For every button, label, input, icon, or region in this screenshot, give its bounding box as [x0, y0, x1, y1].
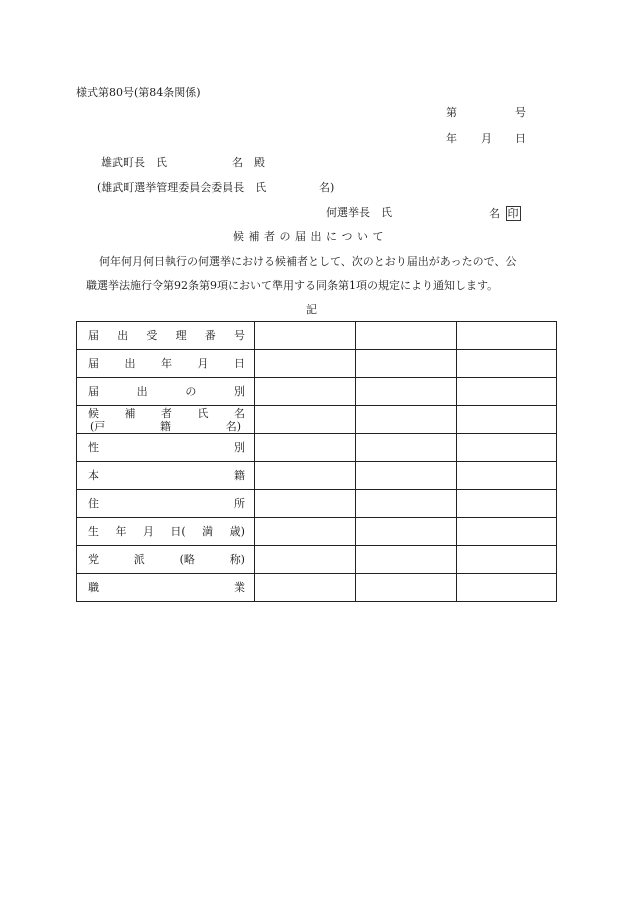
label-char: 氏	[197, 406, 209, 420]
sender-title: 何選挙長 氏	[326, 206, 392, 219]
table-row	[77, 546, 557, 574]
value-cell	[457, 434, 557, 462]
label-char: 出	[136, 385, 148, 398]
value-cell	[255, 574, 356, 602]
value-cell	[255, 518, 356, 546]
label-char: 届	[88, 329, 99, 342]
label-char: 届	[88, 385, 99, 398]
value-cell	[255, 546, 356, 574]
date-month: 月	[481, 132, 492, 145]
label-char: (略	[179, 553, 195, 566]
label-char: 候	[88, 406, 99, 420]
row-label-text	[88, 357, 245, 370]
label-char: 業	[234, 581, 245, 594]
addressee-name: 名 殿	[232, 156, 265, 169]
value-cell	[255, 350, 356, 378]
addressee-alt-title: (雄武町選挙管理委員会委員長 氏	[97, 181, 267, 194]
value-cell	[457, 574, 557, 602]
label-char: 補	[124, 406, 136, 420]
label-char: 月	[197, 357, 209, 370]
ki-heading: 記	[306, 303, 317, 316]
label-char: 別	[234, 441, 245, 454]
value-cell	[457, 378, 557, 406]
row-label-text	[88, 385, 245, 398]
date-year: 年	[446, 132, 457, 145]
value-cell	[255, 490, 356, 518]
value-cell	[356, 546, 457, 574]
body-line-1: 何年何月何日執行の何選挙における候補者として、次のとおり届出があったので、公	[99, 255, 517, 268]
label-char: 満	[202, 525, 214, 538]
row-label	[77, 462, 255, 490]
label-char: 党	[88, 553, 99, 566]
value-cell	[356, 462, 457, 490]
label-char: 籍	[234, 469, 245, 482]
row-label	[77, 434, 255, 462]
label-char: 月	[142, 525, 154, 538]
candidate-table-body	[77, 322, 557, 602]
value-cell	[457, 518, 557, 546]
table-row	[77, 350, 557, 378]
value-cell	[255, 434, 356, 462]
label-char: 理	[175, 329, 187, 342]
value-cell	[457, 546, 557, 574]
label-char: 歳)	[229, 525, 245, 538]
value-cell	[255, 378, 356, 406]
row-label	[77, 518, 255, 546]
label-char: 届	[88, 357, 99, 370]
sublabel-char: 籍	[160, 419, 171, 433]
addressee-title: 雄武町長 氏	[101, 156, 167, 169]
row-label	[77, 546, 255, 574]
label-char: 称)	[229, 553, 245, 566]
label-char: の	[185, 385, 197, 398]
value-cell	[457, 322, 557, 350]
document-title: 候 補 者 の 届 出 に つ い て	[233, 230, 384, 243]
label-char: 日(	[170, 525, 186, 538]
row-label-text	[88, 581, 245, 594]
value-cell	[356, 434, 457, 462]
label-char: 別	[233, 385, 245, 398]
table-row	[77, 406, 557, 434]
label-char: 番	[204, 329, 216, 342]
table-row	[77, 490, 557, 518]
row-label-text	[88, 329, 245, 342]
sublabel-char: 名)	[225, 419, 241, 433]
value-cell	[356, 406, 457, 434]
value-cell	[356, 350, 457, 378]
row-label-text	[88, 525, 245, 538]
table-row	[77, 574, 557, 602]
seal-mark: 印	[507, 207, 519, 220]
candidate-table	[76, 321, 557, 602]
row-label	[77, 406, 255, 434]
table-row	[77, 378, 557, 406]
table-row	[77, 462, 557, 490]
row-label	[77, 490, 255, 518]
label-char: 本	[88, 469, 99, 482]
row-label	[77, 322, 255, 350]
value-cell	[356, 490, 457, 518]
label-char: 受	[146, 329, 158, 342]
document-number-prefix: 第	[446, 106, 457, 119]
label-char: 日	[234, 357, 245, 370]
row-label	[77, 378, 255, 406]
label-char: 所	[234, 497, 245, 510]
value-cell	[356, 378, 457, 406]
value-cell	[255, 462, 356, 490]
label-char: 住	[88, 497, 99, 510]
label-char: 号	[233, 329, 245, 342]
row-label	[77, 574, 255, 602]
addressee-alt-name: 名)	[319, 181, 335, 194]
value-cell	[457, 462, 557, 490]
table-row	[77, 518, 557, 546]
label-char: 出	[124, 357, 136, 370]
row-label-text	[88, 407, 245, 420]
form-number: 様式第80号(第84条関係)	[76, 86, 201, 99]
value-cell	[457, 490, 557, 518]
row-label-text	[88, 553, 245, 566]
label-char: 職	[88, 581, 99, 594]
table-row	[77, 434, 557, 462]
row-label-text	[88, 497, 245, 510]
label-char: 性	[88, 441, 99, 454]
value-cell	[255, 406, 356, 434]
row-label-text	[88, 441, 245, 454]
sublabel-char: (戸	[90, 419, 106, 433]
label-char: 出	[117, 329, 129, 342]
label-char: 者	[161, 406, 172, 420]
row-label	[77, 350, 255, 378]
sender-name-label: 名	[489, 207, 500, 220]
value-cell	[457, 350, 557, 378]
body-line-2: 職選挙法施行令第92条第9項において準用する同条第1項の規定により通知します。	[86, 279, 499, 292]
row-label-text	[88, 469, 245, 482]
value-cell	[356, 518, 457, 546]
value-cell	[356, 574, 457, 602]
sender-name	[489, 206, 521, 221]
document-number-suffix: 号	[515, 106, 526, 119]
label-char: 派	[133, 553, 145, 566]
value-cell	[356, 322, 457, 350]
row-sublabel-text	[88, 420, 245, 433]
label-char: 年	[161, 357, 172, 370]
label-char: 年	[115, 525, 127, 538]
table-row	[77, 322, 557, 350]
label-char: 生	[88, 525, 99, 538]
value-cell	[255, 322, 356, 350]
label-char: 名	[234, 406, 245, 420]
date-day: 日	[515, 132, 526, 145]
value-cell	[457, 406, 557, 434]
